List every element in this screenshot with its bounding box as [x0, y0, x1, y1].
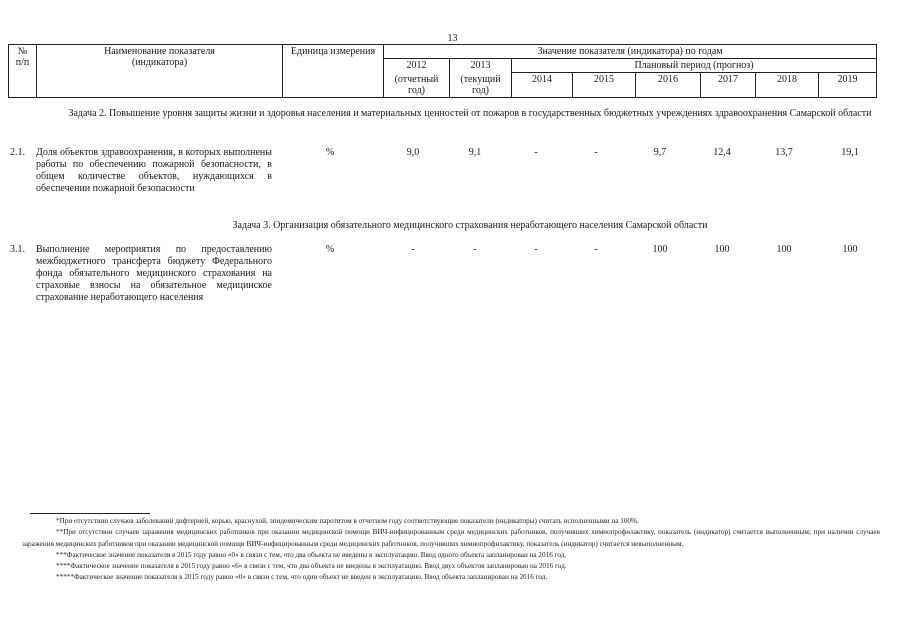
header-planned-period: Плановый период (прогноз)	[512, 59, 877, 73]
row-2-1-value-2013: 9,1	[468, 147, 482, 158]
footnote-2: **При отсутствии случаев заражения медицинских работников при оказании медицинской помощи ВИЧ-инфицированным среди медицинских работников, получивших химиопрофилактику, показатель (индикатор) считается выполненным; при наличии случаев заражения медицинских работников при оказании медицинской помощи ВИЧ-инфицированным среди медицинских работников, получивших химиопрофилактику, показатель (индикатор) считается невыполненным.	[22, 528, 880, 548]
row-3-1-value-2017: 100	[714, 244, 730, 255]
row-2-1-unit: %	[325, 147, 335, 158]
row-3-1-unit: %	[325, 244, 335, 255]
header-unit: Единица измерения	[283, 45, 384, 98]
header-values: Значение показателя (индикатора) по годам	[384, 45, 877, 59]
row-2-1-value-2019: 19,1	[841, 147, 859, 158]
row-3-1-value-2012: -	[411, 244, 415, 255]
row-3-1-value-2016: 100	[652, 244, 668, 255]
footnotes	[22, 516, 880, 584]
header-year-2017: 2017	[701, 73, 756, 98]
page-number: 13	[447, 33, 458, 44]
row-2-1-name: Доля объектов здравоохранения, в которых выполнены работы по обеспечению пожарной безопасности, в общем количестве объектов, нуждающихся в обеспечении пожарной безопасности	[36, 147, 272, 194]
header-year-2015: 2015	[573, 73, 636, 98]
row-3-1-value-2019: 100	[842, 244, 858, 255]
row-3-1-name: Выполнение мероприятия по предоставлению межбюджетного трансферта бюджету Федерального фонда обязательного медицинского страхования на страховые взносы на обязательное медицинское страхование неработающего населения	[36, 244, 272, 303]
row-2-1-num: 2.1.	[10, 147, 25, 158]
footnote-3: ***Фактическое значение показателя в 2015 году равно «0» в связи с тем, что два объекта не введены в эксплуатацию. Ввод одного объекта запланирован на 2016 год.	[56, 550, 567, 559]
task-3-title: Задача 3. Организация обязательного медицинского страхования неработающего населения Самарской области	[232, 220, 708, 231]
row-3-1-num: 3.1.	[10, 244, 25, 255]
header-num: № п/п	[9, 45, 37, 98]
row-3-1-value-2014: -	[534, 244, 538, 255]
header-year-2019: 2019	[819, 73, 877, 98]
row-2-1-value-2018: 13,7	[775, 147, 793, 158]
row-2-1-value-2014: -	[534, 147, 538, 158]
header-year-2014: 2014	[512, 73, 573, 98]
header-year-2016: 2016	[636, 73, 701, 98]
footnote-1: *При отсутствии случаев заболеваний дифтерией, корью, краснухой, эпидемическим паротитом в отчетном году соответствующие показатели (индикаторы) считать исполненными на 100%.	[56, 517, 639, 525]
row-3-1-value-2013: -	[473, 244, 477, 255]
header-year-2012: 2012	[384, 59, 450, 73]
row-3-1-value-2015: -	[594, 244, 598, 255]
footnote-4: ****Фактическое значение показателя в 2015 году равно «6» в связи с тем, что два объекта не введены в эксплуатацию. Ввод двух объектов запланирован на 2016 год.	[56, 562, 567, 571]
header-year-2012-note: (отчетный год)	[384, 73, 450, 98]
row-2-1-value-2012: 9,0	[406, 147, 420, 158]
header-name: Наименование показателя (индикатора)	[37, 45, 283, 98]
header-year-2013-note: (текущий год)	[450, 73, 512, 98]
row-2-1-value-2017: 12,4	[713, 147, 731, 158]
header-year-2018: 2018	[756, 73, 819, 98]
header-year-2013: 2013	[450, 59, 512, 73]
task-2-title: Задача 2. Повышение уровня защиты жизни и здоровья населения и материальных ценностей от пожаров в государственных бюджетных учреждениях здравоохранения Самарской области	[68, 108, 872, 119]
footnote-5: *****Фактическое значение показателя в 2015 году равно «0» в связи с тем, что один объект не введен в эксплуатацию. Ввод объекта запланирован на 2016 год.	[56, 573, 548, 582]
footnote-separator	[30, 513, 150, 514]
row-3-1-value-2018: 100	[776, 244, 792, 255]
row-2-1-value-2015: -	[594, 147, 598, 158]
row-2-1-value-2016: 9,7	[653, 147, 667, 158]
header-table	[8, 44, 877, 98]
